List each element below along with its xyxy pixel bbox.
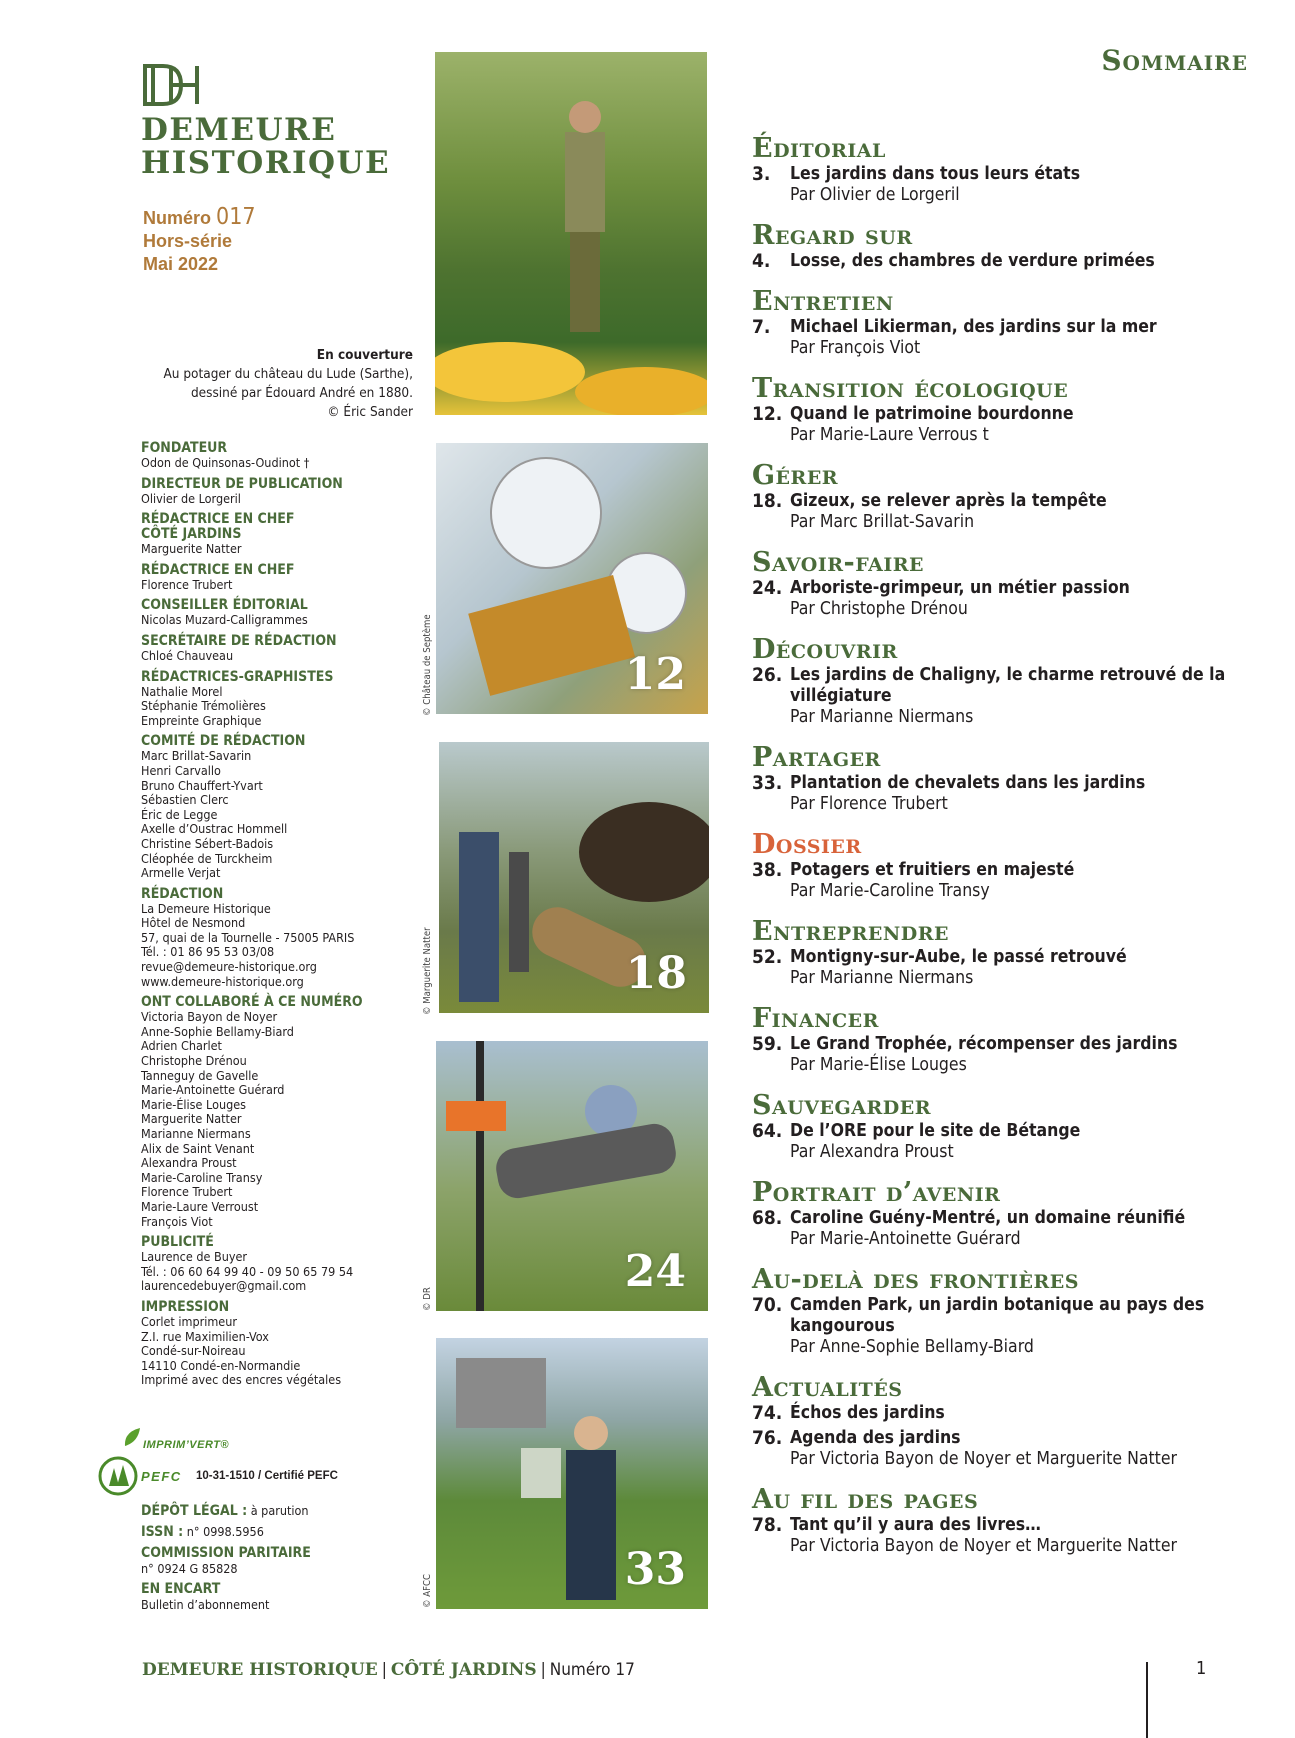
footer-sep-2: | (540, 1660, 546, 1680)
encart-value: Bulletin d’abonnement (141, 1597, 270, 1612)
toc-section-title: Savoir-faire (752, 547, 924, 578)
staff-name: Alix de Saint Venant (141, 1140, 255, 1156)
toc-entry-title: Michael Likierman, des jardins sur la mer (790, 317, 1157, 337)
toc-entry-author: Par Victoria Bayon de Noyer et Marguerite Natter (790, 1449, 1177, 1469)
toc-entry-author: Par Olivier de Lorgeril (790, 185, 960, 205)
staff-name: Adrien Charlet (141, 1038, 222, 1054)
toc-section (752, 1265, 1262, 1358)
toc-entry-author: Par Victoria Bayon de Noyer et Marguerite Natter (790, 1536, 1177, 1556)
toc-entry (752, 251, 1262, 272)
imprimvert-logo (122, 1426, 322, 1451)
cover-line-1: Au potager du château du Lude (Sarthe), (163, 366, 413, 382)
issn (141, 1524, 391, 1540)
toc-page-number: 18. (752, 490, 783, 512)
toc-entry-title: Le Grand Trophée, récompenser des jardins (790, 1034, 1178, 1054)
toc-page-number: 4. (752, 250, 771, 272)
toc-entry (752, 317, 1262, 338)
staff-name: Condé-sur-Noireau (141, 1343, 246, 1359)
toc-entry (752, 1428, 1262, 1449)
toc-entry-author: Par Christophe Drénou (790, 599, 968, 619)
staff-name: Z.I. rue Maximilien-Vox (141, 1328, 269, 1344)
toc-page-number: 33. (752, 772, 783, 794)
toc-page-number: 78. (752, 1514, 783, 1536)
toc-section (752, 221, 1262, 272)
encart (141, 1581, 391, 1597)
issue-prefix: Numéro (143, 208, 212, 228)
depot-label: DÉPÔT LÉGAL : (141, 1503, 248, 1519)
staff-name: Axelle d’Oustrac Hommell (141, 821, 288, 837)
toc-section (752, 374, 1262, 446)
staff-name: Marianne Niermans (141, 1126, 251, 1141)
cover-credit: © Éric Sander (327, 404, 413, 420)
toc-entry-title: Les jardins de Chaligny, le charme retrouvé de la villégiature (790, 665, 1226, 706)
toc-entry-title: Plantation de chevalets dans les jardins (790, 773, 1146, 793)
toc-section (752, 1091, 1262, 1163)
staff-name: Alexandra Proust (141, 1155, 237, 1171)
photo-label-18: 18 (625, 948, 687, 999)
toc-page-number: 26. (752, 664, 783, 686)
issn-value: n° 0998.5956 (186, 1524, 264, 1539)
staff-name: Tanneguy de Gavelle (141, 1067, 259, 1083)
toc-entry-author: Par Florence Trubert (790, 794, 948, 814)
photo-fallen-tree (439, 742, 709, 1013)
staff-name: Tél. : 01 86 95 53 03/08 (141, 944, 275, 960)
staff-name: 57, quai de la Tournelle - 75005 PARIS (141, 929, 355, 945)
toc-section-title: Au-delà des frontières (752, 1264, 1079, 1295)
toc-entry-title: Quand le patrimoine bourdonne (790, 404, 1074, 424)
staff-name: Marie-Élise Louges (141, 1096, 246, 1112)
toc-entry (752, 1515, 1262, 1536)
staff-name: Victoria Bayon de Noyer (141, 1009, 278, 1025)
toc-page-number: 24. (752, 577, 783, 599)
toc-section-title: Dossier (752, 829, 862, 860)
toc-page-number: 59. (752, 1033, 783, 1055)
issn-label: ISSN : (141, 1524, 184, 1540)
toc-entry-title: Échos des jardins (790, 1403, 945, 1423)
staff-name: Bruno Chauffert-Yvart (141, 777, 263, 793)
toc-entry-title: Les jardins dans tous leurs états (790, 164, 1081, 184)
toc-page-number: 12. (752, 403, 783, 425)
pefc-cert: 10-31-1510 / Certifié PEFC (196, 1470, 338, 1482)
issue-info (143, 206, 256, 276)
toc-section (752, 548, 1262, 620)
toc-section-title: Actualités (752, 1372, 903, 1403)
brand-line-2: HISTORIQUE (141, 145, 391, 181)
toc-entry (752, 164, 1262, 185)
toc-entry (752, 491, 1262, 512)
toc-entry-title: Camden Park, un jardin botanique au pays des kangourous (790, 1295, 1205, 1336)
footer (142, 1660, 635, 1680)
toc-entry-title: Gizeux, se relever après la tempête (790, 491, 1107, 511)
staff-name: Armelle Verjat (141, 865, 221, 881)
commission-value: n° 0924 G 85828 (141, 1561, 238, 1576)
issue-date: Mai 2022 (143, 254, 219, 274)
toc-page-number: 3. (752, 163, 771, 185)
staff-name: Christophe Drénou (141, 1053, 247, 1069)
toc-section-title: Éditorial (752, 133, 886, 164)
staff-name: François Viot (141, 1213, 213, 1229)
footer-issue: Numéro 17 (549, 1660, 635, 1680)
staff-role: ONT COLLABORÉ À CE NUMÉRO (141, 994, 363, 1011)
toc-entry (752, 1208, 1262, 1229)
toc-entry-author: Par François Viot (790, 338, 921, 358)
legal-info (141, 1503, 391, 1612)
toc-section-title: Transition écologique (752, 373, 1069, 404)
staff-name: Anne-Sophie Bellamy-Biard (141, 1023, 294, 1039)
toc-page-number: 64. (752, 1120, 783, 1142)
toc-section-title: Partager (752, 742, 881, 773)
toc-page-number: 7. (752, 316, 771, 338)
photo-label-24: 24 (624, 1246, 686, 1297)
staff-name: Christine Sébert-Badois (141, 835, 274, 851)
toc-section-title: Sauvegarder (752, 1090, 932, 1121)
staff-role: DIRECTEUR DE PUBLICATION (141, 475, 343, 492)
staff-name: laurencedebuyer@gmail.com (141, 1278, 307, 1294)
gardener-illustration (435, 52, 707, 415)
staff-name: revue@demeure-historique.org (141, 959, 317, 975)
staff-name: Florence Trubert (141, 1184, 233, 1200)
toc-section (752, 134, 1262, 206)
toc-section-title: Entretien (752, 286, 894, 317)
staff-name: Marc Brillat-Savarin (141, 748, 252, 764)
toc-entry (752, 665, 1262, 707)
staff-name: Empreinte Graphique (141, 712, 262, 728)
toc-entry-author: Par Marianne Niermans (790, 968, 974, 988)
photo-label-33: 33 (624, 1544, 686, 1595)
cover-line-2: dessiné par Édouard André en 1880. (190, 385, 413, 401)
staff-name: Éric de Legge (141, 806, 218, 822)
pefc-logo (96, 1456, 376, 1496)
toc-page-number: 76. (752, 1427, 783, 1449)
brand-line-1: DEMEURE (141, 112, 337, 148)
toc-entry (752, 947, 1262, 968)
toc-section-title: Regard sur (752, 220, 913, 251)
staff-name: Henri Carvallo (141, 762, 221, 778)
toc-section (752, 635, 1262, 728)
dh-monogram-icon (141, 62, 207, 108)
issue-series: Hors-série (143, 231, 233, 251)
encart-label: EN ENCART (141, 1581, 221, 1597)
staff-name: Stéphanie Trémolières (141, 698, 266, 714)
staff-name: Nicolas Muzard-Calligrammes (141, 612, 308, 628)
staff-role: RÉDACTRICES-GRAPHISTES (141, 668, 334, 685)
staff-name: Florence Trubert (141, 576, 233, 592)
toc-entry (752, 1403, 1262, 1424)
staff-name: Marguerite Natter (141, 1111, 242, 1127)
staff-name: Corlet imprimeur (141, 1313, 237, 1329)
toc-entry (752, 578, 1262, 599)
toc-section-title: Au fil des pages (752, 1484, 979, 1515)
staff-list (141, 441, 391, 1388)
photo-credit-33: © AFCC (422, 1574, 433, 1608)
photo-label-12: 12 (624, 649, 686, 700)
staff-name: Marie-Caroline Transy (141, 1169, 263, 1185)
toc-entry (752, 773, 1262, 794)
staff-role: COMITÉ DE RÉDACTION (141, 733, 306, 750)
toc-entry-title: Montigny-sur-Aube, le passé retrouvé (790, 947, 1127, 967)
toc-page-number: 74. (752, 1402, 783, 1424)
staff-role: SECRÉTAIRE DE RÉDACTION (141, 632, 337, 649)
page-number: 1 (1196, 1658, 1207, 1679)
commission-label: COMMISSION PARITAIRE (141, 1545, 311, 1561)
toc-entry (752, 1121, 1262, 1142)
cover-caption (113, 346, 413, 422)
footer-sub: CÔTÉ JARDINS (390, 1660, 537, 1680)
staff-name: Marie-Laure Verroust (141, 1198, 259, 1214)
staff-name: Odon de Quinsonas-Oudinot † (141, 455, 310, 470)
brand-title (141, 114, 421, 180)
toc-entry-title: Caroline Guény-Mentré, un domaine réunifié (790, 1208, 1186, 1228)
toc-entry-author: Par Alexandra Proust (790, 1142, 954, 1162)
staff-role: CONSEILLER ÉDITORIAL (141, 597, 308, 614)
masthead (141, 62, 421, 180)
toc-section (752, 1485, 1262, 1557)
toc-section-title: Découvrir (752, 634, 898, 665)
toc-entry (752, 860, 1262, 881)
staff-name: Olivier de Lorgeril (141, 490, 241, 506)
staff-role: RÉDACTION (141, 885, 224, 902)
toc-section (752, 461, 1262, 533)
toc-entry (752, 1295, 1262, 1337)
toc-entry-author: Par Anne-Sophie Bellamy-Biard (790, 1337, 1034, 1357)
staff-name: Hôtel de Nesmond (141, 915, 246, 931)
toc-entry-title: Tant qu’il y aura des livres… (790, 1515, 1041, 1535)
staff-name: Tél. : 06 60 64 99 40 - 09 50 65 79 54 (141, 1263, 354, 1279)
toc-entry-author: Par Marianne Niermans (790, 707, 974, 727)
toc-page-number: 68. (752, 1207, 783, 1229)
toc-entry-title: Potagers et fruitiers en majesté (790, 860, 1075, 880)
toc-section (752, 287, 1262, 359)
staff-name: Marguerite Natter (141, 541, 242, 557)
leaf-icon (122, 1426, 144, 1448)
toc-section (752, 743, 1262, 815)
photo-arborist (436, 1041, 708, 1311)
toc-entry-title: De l’ORE pour le site de Bétange (790, 1121, 1081, 1141)
toc-entry-title: Losse, des chambres de verdure primées (790, 251, 1155, 271)
toc-section-title: Gérer (752, 460, 839, 491)
photo-credit-24: © DR (422, 1287, 433, 1311)
footer-brand: DEMEURE HISTORIQUE (142, 1660, 378, 1680)
toc-section (752, 1004, 1262, 1076)
staff-name: Nathalie Morel (141, 683, 223, 699)
toc-entry-title: Agenda des jardins (790, 1428, 961, 1448)
toc-section-title: Financer (752, 1003, 879, 1034)
photo-beekeepers (436, 443, 708, 714)
imprimvert-label: IMPRIM’VERT® (143, 1439, 230, 1451)
toc-entry-author: Par Marc Brillat-Savarin (790, 512, 975, 532)
staff-role: FONDATEUR (141, 440, 228, 456)
toc-section (752, 1373, 1262, 1470)
toc-entry-author: Par Marie-Antoinette Guérard (790, 1229, 1021, 1249)
staff-role: PUBLICITÉ (141, 1234, 214, 1251)
staff-name: Chloé Chauveau (141, 647, 234, 663)
toc-entry-title: Arboriste-grimpeur, un métier passion (790, 578, 1130, 598)
toc-section (752, 1178, 1262, 1250)
staff-name: La Demeure Historique (141, 900, 271, 916)
toc-entry (752, 404, 1262, 425)
staff-name: Marie-Antoinette Guérard (141, 1082, 285, 1098)
pefc-label: PEFC (141, 1469, 182, 1484)
staff-name: Imprimé avec des encres végétales (141, 1372, 342, 1388)
toc-section (752, 830, 1262, 902)
toc-entry-author: Par Marie-Caroline Transy (790, 881, 990, 901)
photo-cover-gardener (435, 52, 707, 415)
photo-credit-18: © Marguerite Natter (422, 927, 433, 1015)
staff-name: Laurence de Buyer (141, 1249, 248, 1265)
toc-section-title: Portrait d’avenir (752, 1177, 1001, 1208)
pefc-tree-icon (96, 1456, 140, 1496)
commission (141, 1545, 391, 1561)
toc-entry-author: Par Marie-Élise Louges (790, 1055, 967, 1075)
table-of-contents (752, 134, 1262, 1572)
depot-value: à parution (250, 1503, 309, 1518)
staff-name: Sébastien Clerc (141, 792, 229, 808)
footer-divider (1146, 1662, 1148, 1738)
toc-entry-author: Par Marie-Laure Verrous t (790, 425, 989, 445)
staff-role: RÉDACTRICE EN CHEF CÔTÉ JARDINS (141, 511, 295, 543)
issue-number (143, 206, 256, 230)
photo-painter (436, 1338, 708, 1609)
toc-entry (752, 1034, 1262, 1055)
toc-section (752, 917, 1262, 989)
photo-credit-12: © Château de Septème (422, 614, 433, 716)
staff-name: 14110 Condé-en-Normandie (141, 1357, 301, 1373)
depot-legal (141, 1503, 391, 1519)
toc-page-number: 52. (752, 946, 783, 968)
staff-name: www.demeure-historique.org (141, 973, 304, 989)
issue-num: 017 (216, 204, 256, 230)
staff-role: RÉDACTRICE EN CHEF (141, 561, 295, 578)
toc-page-number: 38. (752, 859, 783, 881)
staff-role: IMPRESSION (141, 1298, 230, 1315)
footer-sep: | (381, 1660, 387, 1680)
toc-section-title: Entreprendre (752, 916, 950, 947)
toc-page-number: 70. (752, 1294, 783, 1316)
sommaire-heading: Sommaire (1101, 44, 1248, 77)
staff-name: Cléophée de Turckheim (141, 850, 273, 866)
cover-title: En couverture (316, 347, 413, 363)
